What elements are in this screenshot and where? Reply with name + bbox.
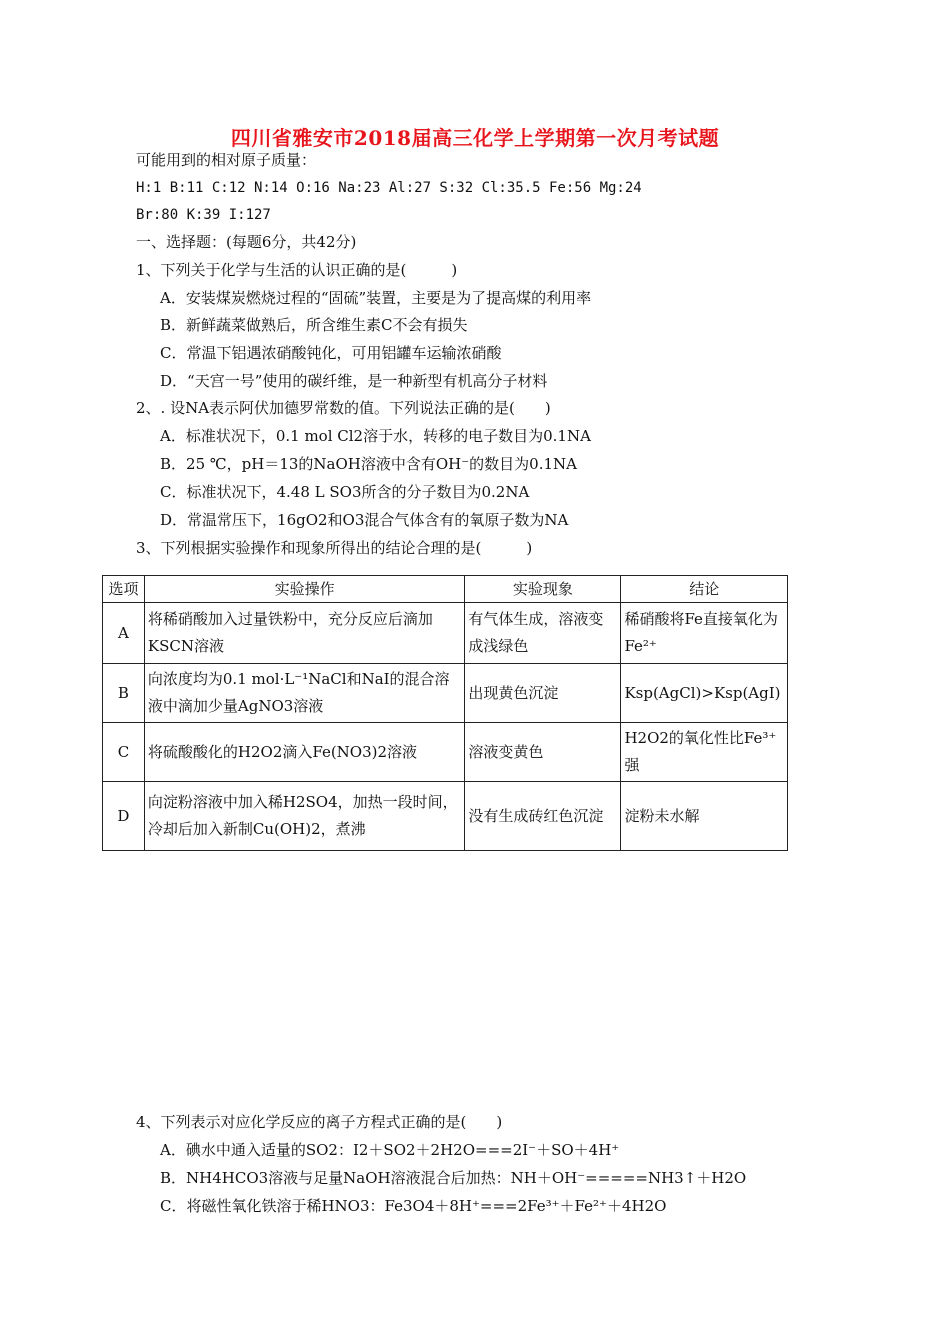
q4-option-b: B．NH4HCO3溶液与足量NaOH溶液混合后加热：NH＋OH⁻=====NH3↑＋H2O xyxy=(160,1169,747,1187)
table-row xyxy=(103,664,788,723)
table-header-row xyxy=(103,576,788,603)
header-conclusion: 结论 xyxy=(621,576,788,603)
q2-option-c: C．标准状况下，4.48 L SO3所含的分子数目为0.2NA xyxy=(160,483,530,501)
intro-label: 可能用到的相对原子质量： xyxy=(136,151,317,169)
table-row xyxy=(103,723,788,782)
q1-option-b: B．新鲜蔬菜做熟后，所含维生素C不会有损失 xyxy=(160,316,468,334)
row-d-phenomenon: 没有生成砖红色沉淀 xyxy=(465,782,621,851)
q1-stem: 1、下列关于化学与生活的认识正确的是( ) xyxy=(136,261,458,279)
row-a-operation: 将稀硝酸加入过量铁粉中，充分反应后滴加KSCN溶液 xyxy=(144,603,465,664)
page-title: 四川省雅安市2018届高三化学上学期第一次月考试题 xyxy=(230,126,720,150)
row-c-phenomenon: 溶液变黄色 xyxy=(465,723,621,782)
q4-option-c: C．将磁性氧化铁溶于稀HNO3：Fe3O4＋8H⁺===2Fe³⁺＋Fe²⁺＋4H2O xyxy=(160,1197,667,1215)
row-c-option: C xyxy=(103,723,145,782)
q1-option-c: C．常温下铝遇浓硝酸钝化，可用铝罐车运输浓硝酸 xyxy=(160,344,502,362)
row-c-conclusion: H2O2的氧化性比Fe³⁺强 xyxy=(621,723,788,782)
experiment-table xyxy=(102,575,788,851)
q2-option-b: B．25 ℃，pH＝13的NaOH溶液中含有OH⁻的数目为0.1NA xyxy=(160,455,577,473)
row-b-operation: 向浓度均为0.1 mol·L⁻¹NaCl和NaI的混合溶液中滴加少量AgNO3溶液 xyxy=(144,664,465,723)
row-a-option: A xyxy=(103,603,145,664)
table-row xyxy=(103,782,788,851)
q2-stem: 2、. 设NA表示阿伏加德罗常数的值。下列说法正确的是( ) xyxy=(136,399,551,417)
row-b-option: B xyxy=(103,664,145,723)
row-c-operation: 将硫酸酸化的H2O2滴入Fe(NO3)2溶液 xyxy=(144,723,465,782)
q1-option-d: D．“天宫一号”使用的碳纤维，是一种新型有机高分子材料 xyxy=(160,372,548,390)
q2-option-a: A．标准状况下，0.1 mol Cl2溶于水，转移的电子数目为0.1NA xyxy=(160,427,591,445)
row-b-conclusion: Ksp(AgCl)>Ksp(AgI) xyxy=(621,664,788,723)
q4-option-a: A．碘水中通入适量的SO2：I2＋SO2＋2H2O===2I⁻＋SO＋4H⁺ xyxy=(160,1141,620,1159)
q4-stem: 4、下列表示对应化学反应的离子方程式正确的是( ) xyxy=(136,1113,503,1131)
atomic-masses-line-1: H:1 B:11 C:12 N:14 O:16 Na:23 Al:27 S:32 Cl:35.5 Fe:56 Mg:24 xyxy=(136,180,642,196)
row-d-conclusion: 淀粉未水解 xyxy=(621,782,788,851)
header-option: 选项 xyxy=(103,576,145,603)
row-a-conclusion: 稀硝酸将Fe直接氧化为Fe²⁺ xyxy=(621,603,788,664)
q1-option-a: A．安装煤炭燃烧过程的“固硫”装置，主要是为了提高煤的利用率 xyxy=(160,289,592,307)
row-d-operation: 向淀粉溶液中加入稀H2SO4，加热一段时间，冷却后加入新制Cu(OH)2，煮沸 xyxy=(144,782,465,851)
q2-option-d: D．常温常压下，16gO2和O3混合气体含有的氧原子数为NA xyxy=(160,511,569,529)
section-heading: 一、选择题：(每题6分，共42分) xyxy=(136,233,357,251)
row-b-phenomenon: 出现黄色沉淀 xyxy=(465,664,621,723)
atomic-masses-line-2: Br:80 K:39 I:127 xyxy=(136,207,271,223)
header-operation: 实验操作 xyxy=(144,576,465,603)
row-d-option: D xyxy=(103,782,145,851)
row-a-phenomenon: 有气体生成，溶液变成浅绿色 xyxy=(465,603,621,664)
header-phenomenon: 实验现象 xyxy=(465,576,621,603)
table-row xyxy=(103,603,788,664)
q3-stem: 3、下列根据实验操作和现象所得出的结论合理的是( ) xyxy=(136,539,533,557)
